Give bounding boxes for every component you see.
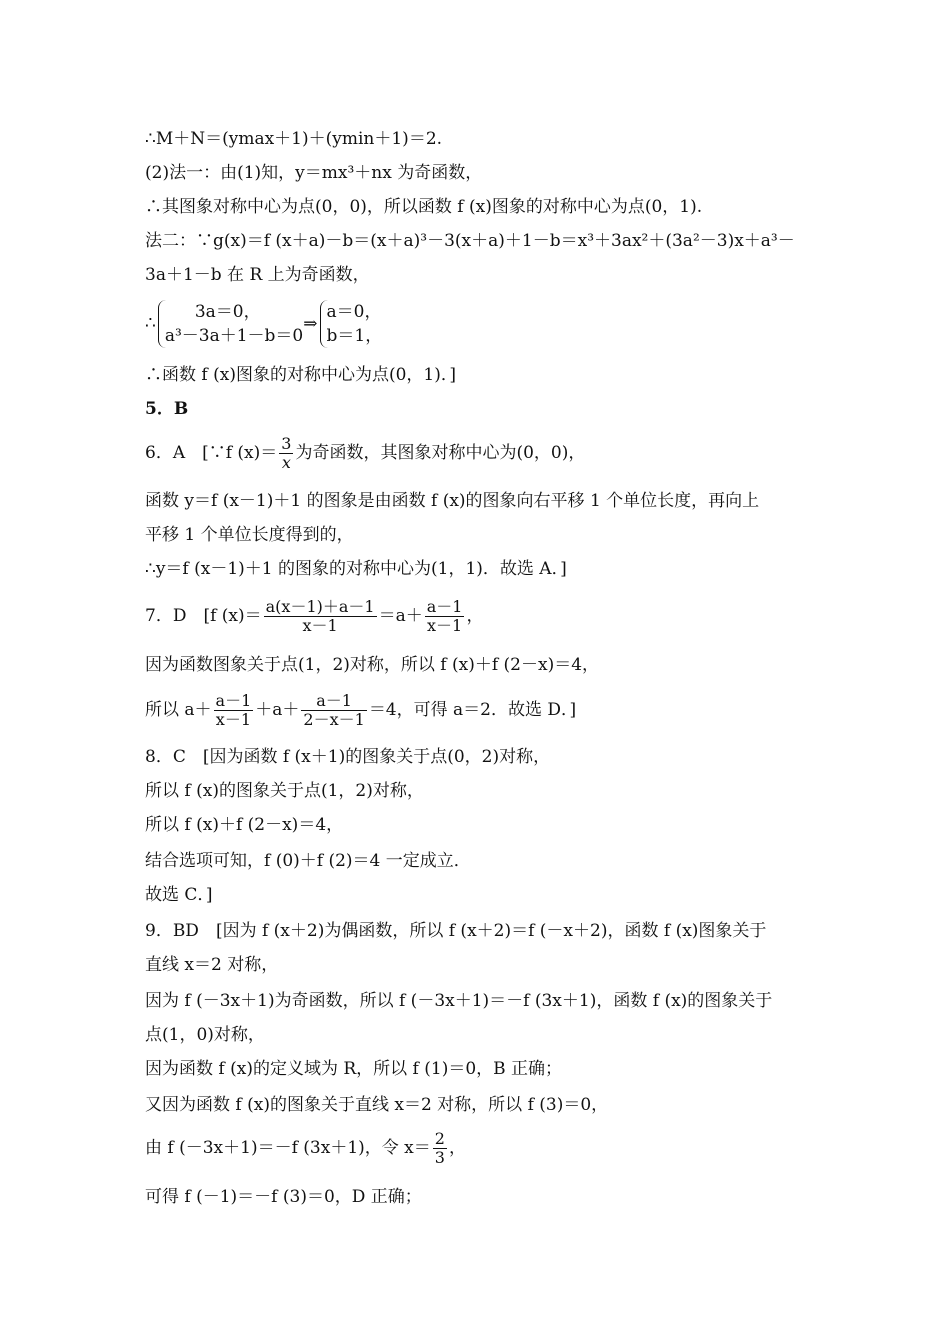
text-line: 因为函数 f (x)的定义域为 R，所以 f (1)＝0，B 正确； (145, 1059, 563, 1079)
fraction (264, 598, 377, 635)
fraction-denominator: x－1 (215, 710, 252, 729)
text-line: 结合选项可知，f (0)＋f (2)＝4 一定成立． (145, 851, 471, 871)
text-line: ∴其图象对称中心为点(0，0)，所以函数 f (x)图象的对称中心为点(0，1). (145, 197, 703, 217)
text-line: 又因为函数 f (x)的图象关于直线 x＝2 对称，所以 f (3)＝0， (145, 1095, 609, 1115)
text-line: ∴函数 f (x)图象的对称中心为点(0，1)．] (145, 365, 456, 385)
text-segment: ＋a＋ (255, 700, 300, 720)
text-line: 因为 f (－3x＋1)为奇函数，所以 f (－3x＋1)＝－f (3x＋1)，函数 f (x)的图象关于 (145, 991, 773, 1011)
text-line: 故选 C．] (145, 885, 213, 905)
fraction-denominator: x－1 (426, 616, 463, 635)
fraction-numerator: a(x－1)＋a－1 (265, 597, 375, 616)
implies-arrow: ⇒ (303, 314, 318, 334)
fraction (425, 598, 465, 635)
fraction-denominator: 2－x－1 (303, 710, 365, 729)
equation-system-left (158, 300, 303, 348)
therefore-symbol: ∴ (145, 313, 156, 334)
fraction-denominator: x－1 (302, 616, 338, 635)
text-line: 9．BD [因为 f (x＋2)为偶函数，所以 f (x＋2)＝f (－x＋2)，函数 f (x)图象关于 (145, 921, 767, 941)
text-line: 平移 1 个单位长度得到的， (145, 525, 354, 545)
equation-system-right (320, 300, 383, 348)
text-segment: ， (448, 1138, 466, 1158)
text-segment: ＝4，可得 a＝2．故选 D．] (368, 700, 577, 720)
fraction (301, 692, 366, 729)
text-line: (2)法一：由(1)知，y＝mx³＋nx 为奇函数， (145, 163, 483, 183)
text-segment: 由 f (－3x＋1)＝－f (3x＋1)，令 x＝ (145, 1138, 431, 1158)
answer-7-line (145, 596, 815, 636)
fraction-numerator: a－1 (426, 597, 463, 616)
text-line: 函数 y＝f (x－1)＋1 的图象是由函数 f (x)的图象向右平移 1 个单位长度，再向上 (145, 491, 760, 511)
fraction-numerator: 3 (281, 434, 292, 453)
answer-6-line (145, 434, 815, 472)
text-line: ∴y＝f (x－1)＋1 的图象的对称中心为(1，1)．故选 A．] (145, 559, 567, 579)
fraction-denominator: 3 (434, 1148, 445, 1167)
text-line: 所以 f (x)的图象关于点(1，2)对称， (145, 781, 424, 801)
text-segment: 7．D [f (x)＝ (145, 606, 262, 626)
system-row: a³－3a＋1－b＝0 (164, 326, 304, 346)
fraction-numerator: a－1 (301, 692, 366, 711)
equation-line (145, 1128, 815, 1168)
text-segment: ， (466, 606, 484, 626)
fraction-denominator: x (281, 453, 291, 472)
answer-5: 5．B (145, 399, 189, 419)
system-row: b＝1， (326, 326, 383, 346)
text-line: 点(1，0)对称， (145, 1025, 265, 1045)
text-line: 8．C [因为函数 f (x＋1)的图象关于点(0，2)对称， (145, 747, 551, 767)
text-segment: ＝a＋ (378, 606, 423, 626)
text-line: 因为函数图象关于点(1，2)对称，所以 f (x)＋f (2－x)＝4， (145, 655, 600, 675)
fraction (279, 435, 293, 472)
text-line: 可得 f (－1)＝－f (3)＝0，D 正确； (145, 1187, 422, 1207)
equation-line (145, 690, 815, 730)
text-line: 所以 f (x)＋f (2－x)＝4， (145, 815, 344, 835)
fraction (433, 1130, 447, 1167)
text-segment: 为奇函数，其图象对称中心为(0，0)， (295, 443, 586, 463)
text-line: 3a＋1－b 在 R 上为奇函数， (145, 265, 370, 285)
equation-system-line (145, 300, 815, 348)
text-segment: 6．A [∵f (x)＝ (145, 443, 278, 463)
text-line: 直线 x＝2 对称， (145, 955, 279, 975)
text-line: 法二：∵g(x)＝f (x＋a)－b＝(x＋a)³－3(x＋a)＋1－b＝x³＋3ax²＋(3a²－3)x＋a³－ (145, 231, 795, 251)
fraction-numerator: 2 (434, 1129, 445, 1148)
text-segment: 所以 a＋ (145, 700, 212, 720)
text-line: ∴M＋N＝(ymax＋1)＋(ymin＋1)＝2. (145, 129, 443, 149)
fraction-numerator: a－1 (215, 691, 252, 710)
fraction (214, 692, 254, 729)
system-row: 3a＝0， (194, 302, 261, 322)
system-row: a＝0， (326, 302, 382, 322)
